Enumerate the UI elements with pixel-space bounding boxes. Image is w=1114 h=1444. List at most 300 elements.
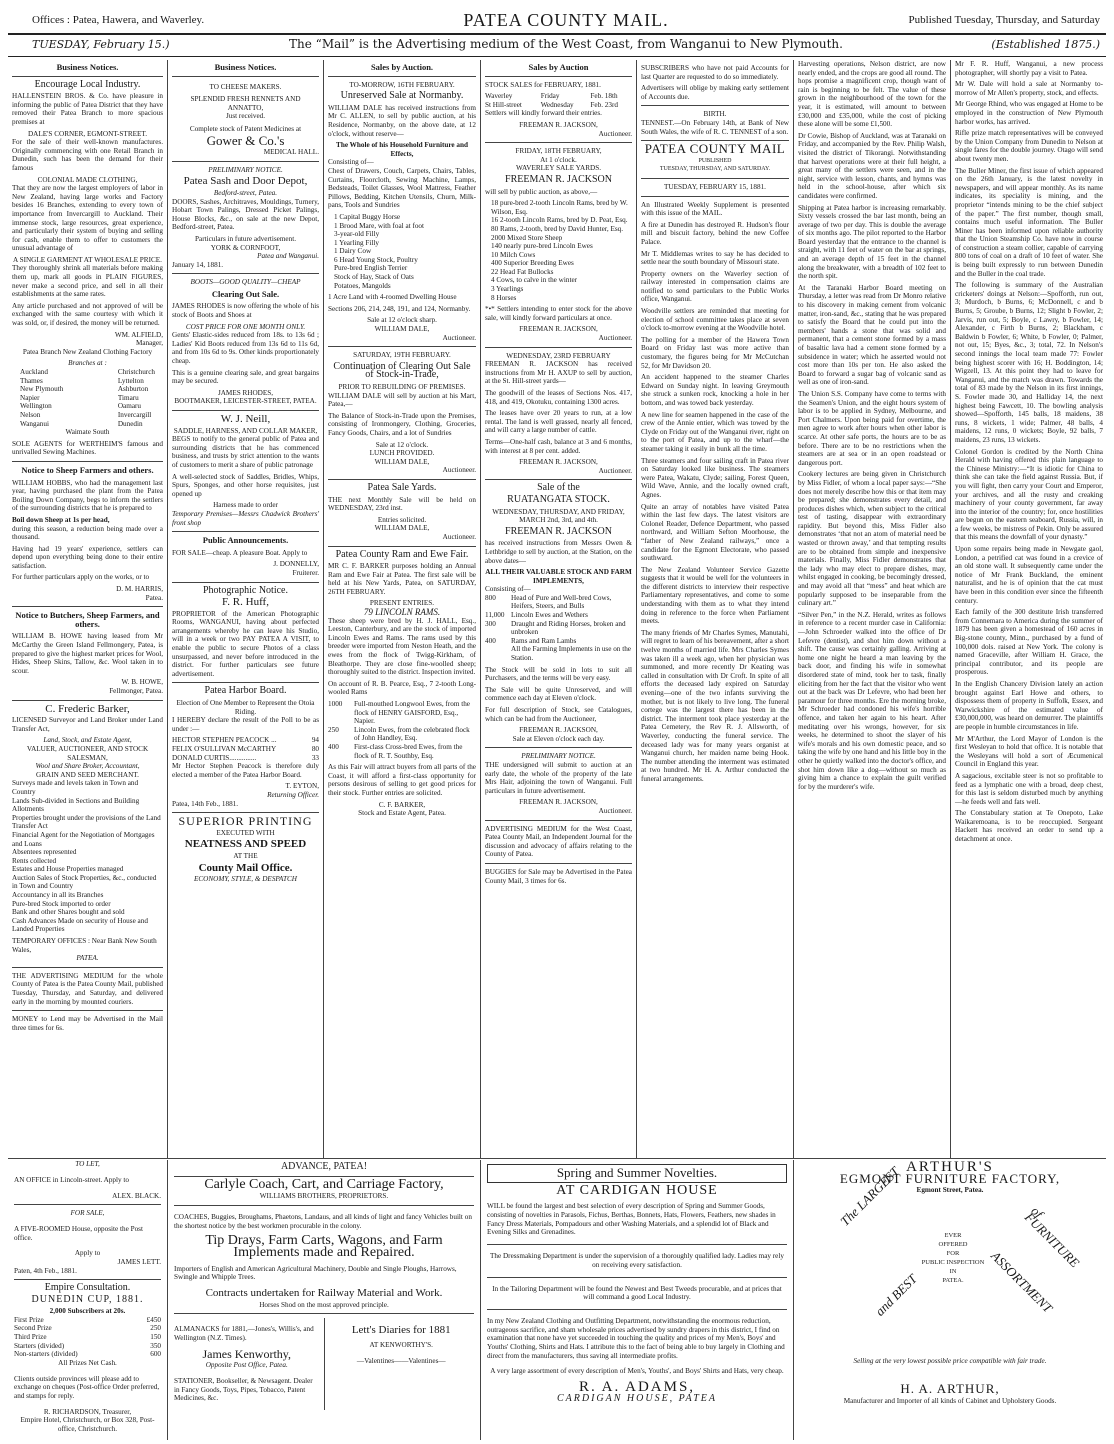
column-5: [637, 60, 793, 1158]
ad-subhead: A SINGLE GARMENT AT WHOLESALE PRICE.: [13, 255, 162, 264]
ad-text: AN OFFICE in Lincoln-street. Apply to: [14, 1175, 129, 1184]
ad-text: On account of R. B. Pearce, Esq., 7 2-tooth Long-wooled Rams: [328, 679, 476, 697]
ruat-lots-list: [485, 594, 632, 663]
ad-heading: R. A. ADAMS,: [578, 1379, 696, 1396]
ad-text: The goodwill of the leases of Sections Nos. 417, 418, and 419, Okotuku, containing 1300 acres.: [485, 389, 632, 406]
numbered-item: [485, 645, 632, 662]
ad-text: during this season, a reduction being made over a thousand.: [12, 524, 163, 542]
kenworthy-ads: [174, 1318, 474, 1410]
news-paragraph: The Union S.S. Company have come to terms with the Seamen's Union, and the eight hours system of labor is to be applied in Sydney, Melbourne, and Port Chalmers. Upon being paid for overtime, the men agree to work after hours when other labor is scarce. At other safe ports, the hours are to be as before. There are to be no restrictions when the steamers are at sea or in an open roadstead or dangerous port.: [798, 389, 946, 467]
news-paragraphs: [955, 60, 1103, 844]
ad-text: Having had 19 years' experience, settlers can depend upon everything being done to their entire satisfaction.: [12, 544, 163, 570]
ad-heading: Gower & Co.'s: [206, 132, 285, 148]
ad-subhead: VALUER, AUCTIONEER, AND STOCK SALESMAN,: [26, 744, 149, 762]
ad-text: They thoroughly shrink all materials before making them up, mark all goods in PLAIN FIGURES, never make a second price, and sell in all their establishments at the same rates.: [12, 264, 163, 299]
row-label: Starters (divided): [14, 1341, 65, 1350]
newspaper-title: PATEA COUNTY MAIL.: [463, 10, 669, 30]
service-item: Pure-bred Stock imported to order: [12, 899, 111, 908]
signature: JAMES RHODES,: [217, 388, 274, 397]
news-paragraph: Upon some repairs being made in Newgate gaol, London, a petrified cat was found in a crevice of an old stone wall. It subsequently came under the notice of Mr Frank Buckland, the eminent naturalist, and he is of opinion that the cat must have been in this condition ever since the fifteenth century.: [955, 545, 1103, 605]
ad-text: 1 Acre Land with 4-roomed Dwelling House: [328, 293, 457, 302]
branch-item: Lyttelton: [117, 376, 144, 385]
signature-title: Auctioneer.: [442, 333, 476, 342]
ad-text: has received instructions from Messrs Owen & Lethbridge to sell by auction, at the Station, on the above dates—: [485, 539, 632, 565]
ad-text: FOR SALE—cheap. A pleasure Boat. Apply to: [172, 548, 308, 557]
signature: W. B. HOWE,: [121, 678, 163, 687]
kenworthy-right: [325, 1318, 475, 1410]
row-value: 600: [150, 1350, 161, 1359]
banner-word: ASSORTMENT: [988, 1247, 1056, 1316]
section-heading: Sales by Auction.: [370, 62, 434, 72]
ad-text: The Dressmaking Department is under the supervision of a thoroughly qualified lady. Ladies may rely on receiving every satisfaction.: [490, 1252, 784, 1269]
ad-text: The Balance of Stock-in-Trade upon the Premises, consisting of Ironmongery, Clothing, Groceries, Fancy Goods, Chairs, and a lot of Sundries: [328, 411, 476, 437]
ad-text: MONEY to Lend may be Advertised in the Mail three times for 6s.: [12, 1015, 163, 1032]
branch-name: Patea Branch New Zealand Clothing Factory: [22, 347, 153, 356]
branch-item: Dunedin: [117, 419, 143, 428]
ad-subhead: —Valentines——Valentines—: [356, 1357, 446, 1366]
signature-title: Returning Officer.: [267, 790, 319, 799]
signature: FREEMAN R. JACKSON,: [519, 325, 598, 334]
ad-subhead: County Mail Office.: [198, 861, 293, 874]
news-paragraph: Dr Cowie, Bishop of Auckland, was at Taranaki on Friday, and accompanied by the Rev. Philip Walsh, visited the district of Tikorangi. Notwithstanding that harvest operations were at their full height, a great many of the settlers were seen, and in the night, service with lesson, chants, and hymns was held in the school-house, after which six candidates were confirmed.: [798, 131, 946, 200]
election-results: [172, 736, 319, 762]
ad-heading: C. Frederic Barker,: [45, 702, 130, 715]
ad-text: Complete stock of Patent Medicines at: [189, 124, 302, 133]
ad-text: Selling at the very lowest possible price compatible with fair trade.: [853, 1356, 1047, 1365]
news-paragraph: An Illustrated Weekly Supplement is presented with this issue of the MAIL.: [641, 200, 789, 218]
signature-title: Auctioneer.: [598, 129, 632, 138]
sales-table: [485, 92, 632, 109]
news-paragraph: Mr W. Dale will hold a sale at Normanby to-morrow of Mr Allen's property, stock, and effects.: [955, 80, 1103, 97]
ad-subhead: Egmont Street, Patea.: [916, 1186, 984, 1195]
branches-right: [118, 368, 155, 428]
notice-text: TENNEST.—On February 14th, at Bank of New South Wales, the wife of R. C. TENNEST of a son.: [641, 118, 789, 136]
ad-subhead: Bedford-street, Patea.: [213, 188, 278, 197]
ad-subhead: Manufacturer and Importer of all kinds of Cabinet and Upholstery Goods.: [843, 1396, 1057, 1405]
ad-text: will sell by public auction, as above,—: [485, 187, 598, 196]
table-cell: Wednesday: [540, 100, 574, 109]
ad-subhead: GRAIN AND SEED MERCHANT.: [36, 770, 139, 779]
ad-text: Consisting of—: [328, 158, 374, 167]
ad-text: Any article purchased and not approved of will be exchanged with the same courtesy with which it was sold, or, if desired, the money will be returned.: [12, 301, 163, 328]
service-item: Cash Advances Made on security of House and Landed Properties: [12, 916, 148, 934]
service-item: Accountancy in all its Branches: [12, 891, 104, 900]
news-paragraph: Property owners on the Waverley section of railway interested in compensation claims are notified to send particulars to the Public Works office, Wanganui.: [641, 269, 789, 304]
numbered-item: [485, 594, 632, 611]
news-paragraph: Mr T. Middlemas writes to say he has decided to settle near the south boundary of Missouri state.: [641, 249, 789, 267]
ad-subhead: COLONIAL MADE CLOTHING,: [37, 175, 138, 184]
signature-place: Empire Hotel, Christchurch, or Box 328, Post-office, Christchurch.: [20, 1416, 155, 1433]
ad-subhead: PRELIMINARY NOTICE.: [521, 752, 596, 761]
banner-text: EVER: [944, 1231, 962, 1239]
prize-row: [14, 1316, 161, 1325]
ad-subhead: Election of One Member to Represent the Otoia Riding.: [176, 699, 315, 716]
ad-text: As this Fair will attract buyers from all parts of the Coast, it will afford a first-class opportunity for persons desirous of selling to get good prices for their stock. Further entries are solicited.: [328, 763, 476, 797]
ad-heading: W. J. Neill,: [220, 413, 271, 425]
ad-text: Sections 206, 214, 248, 191, and 124, Normanby.: [328, 304, 471, 313]
issue-date: TUESDAY, February 15.): [32, 38, 170, 51]
ad-subhead: SPLENDID FRESH RENNETS AND ANNATTO,: [190, 95, 301, 112]
ad-date: FRIDAY, 18TH FEBRUARY,: [515, 147, 602, 156]
ad-text: Mr Hector Stephen Peacock is therefore duly elected a member of the Patea Harbor Board.: [172, 762, 319, 779]
row-value: 150: [150, 1333, 161, 1342]
ad-subhead: PRELIMINARY NOTICE.: [208, 165, 283, 174]
ad-heading: Tip Drays, Farm Carts, Wagons, and Farm: [205, 1233, 443, 1249]
item-count: 250: [328, 725, 339, 734]
bottom-rule: [8, 1158, 1106, 1159]
candidate-row: [172, 745, 319, 754]
table-cell: Waverley: [485, 92, 513, 101]
ad-text: That they are now the largest employers of labor in New Zealand, having large works and Factory besides 16 Branches, extending to every town of importance from Invercargill to Auckland. Their immense stock, large resources, great experience, and particularly their system of buying and selling for cash, enable them to offer to customers the unusual advantage of: [12, 184, 163, 253]
kenworthy-left: [174, 1318, 325, 1410]
signature-title: Auctioneer.: [442, 466, 476, 475]
ad-text: ALMANACKS for 1881,—Jones's, Willis's, and Wellington (N.Z. Times).: [174, 1325, 314, 1343]
news-paragraph: The New Zealand Volunteer Service Gazette suggests that it would be well for the volunteers in the different districts to interview their respective Parliamentary representatives, and come to some understanding with them as to what they intend doing in reference to the force when Parliament meets.: [641, 565, 789, 626]
banner-center: [920, 1211, 986, 1285]
ad-text: FREEMAN R. JACKSON has received instructions from Mr H. AXUP to sell by auction, at the St. Hill-street yards—: [485, 360, 632, 386]
column-3: [324, 60, 480, 1158]
numbered-item: [485, 620, 632, 637]
ad-subhead: At 1 o'clock.: [540, 155, 577, 164]
ad-subhead: SADDLE, HARNESS, AND COLLAR MAKER,: [173, 426, 318, 435]
bottom-col-1: [8, 1160, 167, 1440]
ad-subhead: ECONOMY, STYLE, & DESPATCH: [194, 875, 297, 884]
established: (Established 1875.): [991, 38, 1100, 51]
signature: YORK & CORNFOOT,: [210, 243, 281, 252]
table-cell: St Hill-street: [485, 100, 522, 109]
ad-text: MR C. F. BARKER purposes holding an Annual Ram and Ewe Fair at Patea. The first sale will be held at his New Yards, Patea, on SATURDAY, 26TH FEBRUARY.: [328, 562, 476, 596]
ad-subhead: BOOTS—GOOD QUALITY—CHEAP: [190, 278, 301, 287]
ad-subhead: LUNCH PROVIDED.: [369, 449, 435, 458]
ad-heading: James Kenworthy,: [202, 1346, 292, 1361]
service-item: Lands Sub-divided in Sections and Building Allotments: [12, 796, 140, 814]
stock-item: 1 Brood Mare, with foal at foot: [334, 221, 425, 230]
signature: T. EYTON,: [285, 782, 319, 791]
ad-text: STATIONER, Bookseller, & Newsagent. Dealer in Fancy Goods, Toys, Pipes, Tobacco, Patent Medicines, &c.: [174, 1377, 313, 1403]
row-label: Non-starters (divided): [14, 1350, 78, 1359]
ad-heading: SUPERIOR PRINTING: [178, 814, 313, 829]
services-list: [12, 779, 163, 934]
item-text: Rams and Ram Lambs: [511, 636, 577, 645]
ad-subhead: DALE'S CORNER, EGMONT-STREET.: [27, 129, 148, 138]
table-cell: Feb. 23rd: [590, 100, 618, 109]
service-item: Properties brought under the provisions of the Land Transfer Act: [12, 813, 161, 831]
ad-date: January 14, 1881.: [172, 260, 224, 269]
stock-item: 6 Head Young Stock, Poultry: [334, 255, 418, 264]
item-count: [485, 645, 511, 662]
ad-text: Entries solicited.: [377, 515, 427, 524]
news-paragraph: Colonel Gordon is credited by the North China Herald with having offered this plain language to the Chinese Ministry:—“It is idiotic for China to think she can take the field against Russia. But, if you will fight, then carry your Court and Emperor, your archives, and all the rusty and creaking machinery of your county government, far away into the interior of the country; for, once hostilities are begun on the eastern seaboard, Russia, will, in a few weeks, be mistress of Pekin. Only be assured that this means the downfall of your dynasty.”: [955, 447, 1103, 542]
service-item: Estates and House Properties managed: [12, 865, 124, 874]
news-paragraph: Cookery lectures are being given in Christchurch by Miss Fidler, of whom a local paper says:—“She does not merely describe how this or that item may be prepared; she demonstrates every detail, and produces dishes which, when subject to the critical test of tasting, disappear with extraordinary rapidity. But beyond this, Miss Fidler also demonstrates ‘that not an atom of material need be wasted or thrown away,’ and that tempting results are to be obtained from simple and inexpensive materials. Finally, Miss Fidler demonstrates that the lady who may elect to prepare dishes, may, whilst engaged in cooking, be becomingly dressed, and may avoid all that “mess” and heat which are popularly supposed to be inseparable from the culinary art.”: [798, 470, 946, 608]
lot-item: 2000 Mixed Store Sheep: [491, 233, 563, 242]
ad-text: Consisting of—: [485, 585, 531, 594]
published-days: Published Tuesday, Thursday, and Saturday: [908, 14, 1100, 26]
ad-text: JAMES RHODES is now offering the whole of his stock of Boots and Shoes at: [172, 302, 319, 320]
motto: The “Mail” is the Advertising medium of the West Coast, from Wanganui to New Plymouth.: [289, 37, 843, 51]
ad-subhead: The Whole of his Household Furniture and Effects,: [336, 141, 468, 158]
ad-text: Apply to: [74, 1249, 101, 1258]
ad-text: WILLIAM B. HOWE having leased from Mr McCarthy the Green Island Fellmongery, Patea, is prepared to give the highest market prices for Wool, Hides, Sheep Skins, Tallow, &c. Wool taken in to scour.: [12, 632, 163, 675]
notice-heading: BIRTH.: [703, 110, 727, 119]
stock-list: [328, 213, 476, 290]
ad-subhead: AT KENWORTHY'S.: [369, 1340, 433, 1349]
ad-text: Sale at 12 o'clock.: [375, 440, 429, 449]
ad-text: I HEREBY declare the result of the Poll to be as under :—: [172, 716, 319, 733]
ad-heading: Unreserved Sale at Normanby.: [340, 90, 464, 102]
editorial-masthead: PATEA COUNTY MAIL: [644, 141, 786, 157]
ad-text: THE ADVERTISING MEDIUM for the whole County of Patea is the Patea County Mail, published Tuesday, Thursday, and Saturday, and delivered early in the morning by mounted couriers.: [12, 971, 163, 1006]
ad-text: This is a genuine clearing sale, and great bargains may be secured.: [172, 368, 319, 386]
ad-heading: Carlyle Coach, Cart, and Carriage Factory,: [204, 1176, 444, 1192]
masthead-rule: [8, 33, 1106, 35]
signature-title: Auctioneer.: [442, 532, 476, 541]
news-paragraph: The polling for a member of the Hawera Town Board on Friday last was more active than customary, the figures being for Mr McCutchan 52, for Mr Davidson 20.: [641, 335, 789, 370]
stock-item: 3-year-old Filly: [334, 230, 380, 239]
ad-text: PROPRIETOR of the American Photographic Rooms, WANGANUI, having about perfected arrangements whereby he can leave his Studio, will in a week or two PAY PATEA A VISIT, to enable the public to secure Photos of a class unsurpassed, and never before introduced in the district. For further particulars see future advertisement.: [172, 609, 319, 678]
ad-text: In the Tailoring Department will be found the Newest and Best Tweeds procurable, and at prices that will command a good Local Industry.: [492, 1284, 782, 1302]
signature: WILLIAM DALE,: [374, 524, 430, 533]
column-7: [951, 60, 1107, 1158]
ad-text: WILLIAM DALE has received instructions from Mr C. ALLEN, to sell by public auction, at his Residence, Normanby, on the above date, at 12 o'clock, without reserve—: [328, 103, 476, 138]
row-label: Third Prize: [14, 1333, 47, 1342]
signature-place: PATEA.: [76, 954, 99, 963]
lots-list: [485, 199, 632, 302]
bottom-col-2: [168, 1160, 480, 1440]
ad-text: Sale at 12 o'clock sharp.: [367, 316, 437, 325]
ad-text: The Sale will be quite Unreserved, and will commence each day at Eleven o'clock.: [485, 685, 632, 703]
ad-heading: ARTHUR'S: [906, 1160, 994, 1175]
lot-item: 3 Yearlings: [491, 285, 524, 294]
ad-text: Clients outside provinces will please add to exchange on cheques (Post-office Order preferred, and stamps for reply.: [14, 1374, 160, 1400]
news-paragraph: At the Taranaki Harbor Board meeting on Thursday, a letter was read from Dr Monro relative to his discovery in making cement from volcanic matter, iron-sand, &c., stating that he was prepared to satisfy the Board that he could put into the members' hands a stone that was solid and permanent, that a cement stone formed by a mass of basaltic lava had a cement stone formed by a subsidence in water; which he asserted would not cost more than 10s per ton. He also asked the Board to forward a sugar bag of volcanic sand as well as one of iron-sand.: [798, 283, 946, 387]
signature-title: Fruiterer.: [292, 568, 319, 577]
branch-item: Ashburton: [117, 385, 149, 394]
item-text: All the Farming Implements in use on the Station.: [511, 645, 631, 663]
service-item: Rents collected: [12, 856, 57, 865]
ad-text: A FIVE-ROOMED House, opposite the Post office.: [14, 1224, 143, 1242]
ad-subhead: AT THE: [233, 851, 258, 860]
item-count: 400: [328, 742, 339, 751]
ad-heading: Notice to Sheep Farmers and others.: [21, 464, 154, 475]
signature-title: Auctioneer.: [598, 334, 632, 343]
news-paragraphs: [798, 60, 946, 791]
branch-item: Timaru: [117, 393, 139, 402]
news-paragraph: In the English Chancery Division lately an action brought against Earl Howe and others, to dispossess them of property in Suffolk, Essex, and Warwickshire of the estimated value of £30,000,000, was heard on demurrer. The plaintiffs are people in humble circumstances in life.: [955, 679, 1103, 731]
ad-heading: Notice to Butchers, Sheep Farmers, and others.: [15, 610, 160, 629]
ad-text: A very large assortment of every description of Men's, Youths', and Boys' Shirts and Hats, very cheap.: [490, 1367, 784, 1376]
ad-subhead: PRESENT ENTRIES.: [369, 599, 435, 608]
ad-text: All Prizes Net Cash.: [58, 1358, 117, 1367]
branch-item: Thames: [20, 376, 43, 385]
item-text: Draught and Riding Horses, broken and unbroken: [511, 619, 626, 637]
ad-text: In my New Zealand Clothing and Outfitting Department, notwithstanding the enormous reduction, outrageous sacrifice, and sham wholesale prices advertised by sundry drapers in this district, I find on examination that none have yet succeeded in touching the quality and prices of my Men's, Boys' and Youths' Clothing, Shirts and Hats. I attribute this to the fact of being able to buy largely in Clothing and direct from the manufacturers, thus saving all intermediate profits.: [487, 1317, 785, 1360]
signature: FREEMAN R. JACKSON,: [519, 798, 598, 807]
ad-subhead: EXECUTED WITH: [216, 828, 275, 837]
ad-text: WILLIAM DALE will sell by auction at his Mart, Patea,—: [328, 391, 476, 409]
ad-heading: ADVANCE, PATEA!: [280, 1161, 368, 1172]
notice-text: Advertisers will oblige by making early settlement of Accounts due.: [641, 84, 789, 101]
table-cell: Friday: [540, 92, 560, 101]
ewes-list: [328, 700, 476, 760]
ad-text: For full description of Stock, see Catalogues, which can be had from the Auctioneer,: [485, 706, 632, 723]
news-paragraph: The many friends of Mr Charles Symes, Manutahi, will regret to learn of his bereavement, after a short twelve months of married life. Mrs Charles Symes was taken ill a week ago, when her physician was summoned, and more recently Dr Keating was called in consultation with Dr Croft. In spite of all efforts the deceased lady expired on Saturday evening—one of the two infants surviving the mother, but is not likely to live long. The funeral cortege was the largest there has been in the district. The interment took place yesterday at the Patea Cemetery, the Rev R. J. Allsworth, of Waverley, conducting the funeral service. The deceased lady was for many years organist at Wanganui church, her maiden name being Hook. The number attending the interment was estimated at two hundred. Mr H. A. Arthur conducted the funeral arrangements.: [641, 628, 789, 783]
bottom-col-3: [481, 1160, 793, 1440]
signature-place: Patea.: [145, 593, 163, 602]
row-label: Second Prize: [14, 1324, 52, 1333]
news-paragraph: Shipping at Patea harbor is increasing remarkably. Sixty vessels crossed the bar last month, being an average of two per day. This is double the average of six months ago. The pilot reported to the Harbor Board yesterday that the entrance to the channel is straight, with 11 feet of water on the bar at springs, and an average depth of 15 feet in the channel along the breakwater, with a breadth of 102 feet to the north spit.: [798, 203, 946, 281]
stock-item: 1 Capital Buggy Horse: [334, 212, 401, 221]
item-text: Lincoln Ewes and Wethers: [511, 611, 588, 620]
banner-text: OFFERED: [938, 1240, 968, 1248]
ad-text: STOCK SALES for FEBRUARY, 1881.: [485, 80, 601, 89]
ad-text: Just received.: [225, 112, 266, 121]
numbered-item: [328, 743, 476, 760]
service-item: Financial Agent for the Negotiation of Mortgages and Loans: [12, 830, 155, 848]
column-4: [481, 60, 636, 1158]
lot-item: 140 nearly pure-bred Lincoln Ewes: [491, 242, 593, 251]
ad-text: Harness made to order: [213, 501, 278, 510]
bottom-col-4: [794, 1160, 1106, 1440]
ad-text: THE next Monthly Sale will be held on WEDNESDAY, 23rd inst.: [328, 495, 476, 513]
ad-heading: F. R. Huff,: [222, 596, 269, 609]
signature-place: Patea and Wanganui.: [257, 252, 319, 261]
ad-heading: RUATANGATA STOCK.: [507, 493, 610, 505]
news-paragraph: Harvesting operations, Nelson district, are now nearly ended, and the crops are good all round. The hops promise a magnificent crop, though want of rain is beginning to be felt. The value of these grown in the neighbourhood of the town for the year, it is estimated, will amount to between £30,000 and £35,000, while the cost of picking these alone will be some £1,500.: [798, 60, 946, 129]
ad-heading: Patea Sash and Door Depot,: [183, 175, 308, 188]
branch-item: Wellington: [20, 402, 52, 411]
news-paragraph: Mr George Rhind, who was engaged at Home to be employed in the construction of New Plymouth harbor works, has arrived.: [955, 100, 1103, 126]
service-item: Absentees represented: [12, 848, 77, 857]
ad-heading: H. A. ARTHUR,: [900, 1381, 1000, 1397]
section-heading: Business Notices.: [56, 62, 119, 72]
banner-text: IN: [949, 1267, 957, 1275]
ad-text: HALLENSTEIN BROS. & Co. have pleasure in informing the public of Patea District that they have removed their Patea Branch to more spacious premises at: [12, 92, 163, 126]
item-count: 800: [485, 593, 496, 602]
ad-text: BEGS to notify to the general public of Patea and surrounding districts that he has commenced business, and trusts by strict attention to the wants of customers to merit a share of public patronage: [172, 435, 319, 469]
ad-text: Settlers will kindly forward their entries.: [485, 109, 602, 118]
news-paragraph: The following is summary of the Australian cricketers' doings at Nelson:—Spofforth, run out, 3; Murdoch, b Burns, 6; McDonnell, c and b Burns, 5; Groube, b Burns, 12; Slight b Fowler, 2; Jarvis, run out, 5; Boyle, c Lawry, b Fowler, 14; Alexander, c Firth b Burns, 2; Blackham, c Baldwin b Fowler, 6; White, b Fowler, 0; Palmer, not out, 15; Byes, &c., 3; total, 72. In Nelson's second innings the local team made 77: Fowler being highest scorer with 16; H. Boddington, 14; Wigzell, 13. At this point they had to leave for Wanganui, and the match was drawn. Towards the total of 83 made by the Nelson in its first innings, S. Fowler made 30, and Halliday 14, the next highest being Fawcett, 10. The bowling analysis showed—Spofforth, 145 balls, 18 maidens, 38 runs, 8 wickets, 1 wide; Palmer, 48 balls, 4 maidens, 12 runs, 0 wickets; Boyle, 92 balls, 7 maidens, 23 runs, 13 wickets.: [955, 281, 1103, 444]
ad-heading: AT CARDIGAN HOUSE: [556, 1182, 718, 1198]
branches-heading: Branches at :: [68, 359, 107, 368]
ad-subhead: COST PRICE FOR ONE MONTH ONLY.: [185, 322, 306, 331]
ad-heading: Clearing Out Sale.: [211, 288, 280, 299]
numbered-item: [485, 611, 632, 620]
ad-text: WILLIAM HOBBS, who had the management last year, having purchased the plant from the Patea Boiling Down Company, begs to inform the settlers of the surrounding districts that he is prepared to: [12, 478, 163, 513]
ad-heading: FREEMAN R. JACKSON: [505, 525, 612, 537]
news-paragraphs: [641, 201, 789, 784]
notice-text: SUBSCRIBERS who have not paid Accounts for last Quarter are requested to do so immediately.: [641, 64, 789, 81]
ad-text: LICENSED Surveyor and Land Broker under Land Transfer Act,: [12, 716, 163, 733]
ad-heading: FREEMAN R. JACKSON: [505, 173, 612, 185]
lot-item: 4 Cows, to calve in the winter: [491, 276, 578, 285]
prize-list: [14, 1316, 161, 1359]
editorial-sub: PUBLISHED: [698, 157, 732, 164]
ad-text: WILL be found the largest and best selection of every description of Spring and Summer Goods, consisting of novelties in Parasols, Fichus, Berthas, Bonnets, Hats, Flowers, Feathers, new shades in Fancy Dress Materials, Pompadours and other Washing Materials, and a splendid lot of Black and Evening Silks and Grenadines.: [487, 1202, 776, 1237]
news-paragraph: Mr F. R. Huff, Wanganui, a new process photographer, will shortly pay a visit to Patea.: [955, 60, 1103, 77]
news-paragraph: “Silver Pen,” in the N.Z. Herald, writes as follows in reference to a recent murder case in California:—John Schroeder walked into the office of Dr Lefevre (dentist), and shot him down without a shift. The cause was certainly galling. Arriving at home one night he heard a man leaving by the back door, and finding his wife in somewhat disordered state of mind, took her to task, finally eliciting from her the fact that the visitor who went out at the back was Dr Lefevre, who had been her paramour for three months. Ere the morning broke, Mr Schroeder had condoned his wife's horrible offence, and taken her again to his heart. After meditating over his wrongs, however, for six weeks, he determined to shoot the slayer of his wife's morals and his own domestic peace, and so taking the wife by one hand and his little boy in the other he quietly walked into the doctor's office, and shot him down like a dog—without so much as giving him a chance to explain the guilt verified for by the murderer's wife.: [798, 610, 946, 791]
ad-heading: Encourage Local Industry.: [34, 78, 141, 90]
news-paragraph: An accident happened to the steamer Charles Edward on Sunday night. In leaving Greymouth she struck a sunken rock, knocking a hole in her bottom, and was towed back yesterday.: [641, 373, 789, 407]
row-label: DONALD CURTIS...............: [172, 753, 257, 762]
ad-date: WEDNESDAY, 23RD FEBRUARY: [506, 351, 611, 360]
ad-heading: Sale of the: [537, 482, 580, 494]
item-count: 11,000: [485, 611, 505, 620]
ad-date: TO-MORROW, 16TH FEBRUARY.: [349, 80, 455, 89]
signature-title: Auctioneer.: [598, 466, 632, 475]
stock-item: Pure-bred English Terrier: [334, 264, 408, 273]
ad-heading: Patea Harbor Board.: [204, 685, 287, 697]
lot-item: 16 2-tooth Lincoln Rams, bred by D. Peat, Esq.: [491, 216, 628, 225]
news-paragraph: Mr M'Arthur, the Lord Mayor of London is the first Wesleyan to hold that office. It is notable that the Wesleyans will hold a sort of Æcumenical Council in England this year.: [955, 734, 1103, 769]
service-item: Surveys made and levels taken in Town and Country: [12, 779, 139, 796]
ad-heading: Patea Sale Yards.: [367, 481, 437, 493]
ad-text: SOLE AGENTS for WERTHEIM'S famous and unrivalled Sewing Machines.: [12, 439, 163, 457]
branch-item: Napier: [20, 393, 40, 402]
ad-heading: Empire Consultation.: [44, 1282, 131, 1294]
ad-heading: WAVERLEY SALE YARDS.: [516, 164, 601, 173]
ad-date: WEDNESDAY, THURSDAY, AND FRIDAY,: [492, 507, 625, 516]
row-value: 80: [311, 745, 319, 753]
signature-title: Manager,: [135, 339, 163, 348]
ad-subhead: WILLIAMS BROTHERS, PROPRIETORS.: [259, 1192, 389, 1201]
row-value: 94: [311, 736, 319, 745]
lot-item: 400 Superior Breeding Ewes: [491, 259, 574, 268]
ad-text: COACHES, Buggies, Broughams, Phaetons, Landaus, and all kinds of light and fancy Vehicles built on the shortest notice by the best workmen procurable in the colony.: [174, 1212, 472, 1230]
ad-heading: Spring and Summer Novelties.: [487, 1164, 787, 1183]
signature: J. DONNELLY,: [273, 560, 319, 569]
signature: ALEX. BLACK.: [112, 1191, 161, 1200]
ad-date: MARCH 2nd, 3rd, and 4th.: [519, 516, 598, 525]
stock-item: Stock of Hay, Stack of Oats: [334, 273, 414, 282]
signature-title: Fellmonger, Patea.: [109, 687, 163, 695]
column-1: [8, 60, 167, 1158]
numbered-item: [485, 637, 632, 646]
banner-word: The LARGEST: [837, 1163, 903, 1229]
ad-subhead: Land, Stock, and Estate Agent,: [43, 736, 132, 745]
ad-subhead: PRIOR TO REBUILDING OF PREMISES.: [338, 383, 466, 391]
lot-item: 8 Horses: [491, 293, 517, 302]
lot-item: 80 Rams, 2-tooth, bred by David Hunter, Esq.: [491, 224, 624, 233]
item-count: 1000: [328, 700, 343, 708]
row-value: 33: [311, 753, 319, 762]
section-heading: Business Notices.: [214, 62, 277, 72]
ad-heading: EGMONT FURNITURE FACTORY,: [839, 1170, 1061, 1186]
signature: WILLIAM DALE,: [374, 457, 430, 466]
ad-date: Patea, 14th Feb., 1881.: [172, 799, 239, 808]
row-value: £450: [146, 1315, 161, 1324]
signature: C. F. BARKER,: [378, 800, 426, 809]
lot-item: 22 Head Fat Bullocks: [491, 267, 554, 276]
ad-subhead: Wool and Share Broker, Accountant,: [35, 762, 140, 771]
prize-row: [14, 1350, 161, 1359]
offices-line: Offices : Patea, Hawera, and Waverley.: [32, 14, 205, 26]
branch-item: Oamaru: [117, 402, 142, 411]
signature-title: Auctioneer.: [598, 806, 632, 815]
banner-word: of FURNITURE: [1022, 1202, 1083, 1270]
news-paragraph: A sagacious, excitable steer is not so profitable to feed as a lymphatic one with a broad, deep chest, for this last is seldom disturbed much by anything—he feeds well and fats well.: [955, 771, 1103, 806]
column-6: [794, 60, 950, 1158]
section-heading: Public Announcements.: [202, 535, 289, 546]
ad-heading: DUNEDIN CUP, 1881.: [31, 1293, 144, 1305]
ad-text: Sale at Eleven o'clock each day.: [512, 734, 605, 743]
ad-subhead: CARDIGAN HOUSE, PATEA: [556, 1392, 718, 1404]
news-paragraph: The Buller Miner, the first issue of which appeared on the 26th January, is the latest novelty in newspapers, and will appear monthly. As its name indicates, its speciality is mining, and the proprietor “intends mining to be the chief subject of the paper.” The first number, though small, contains much useful information. The Buller Miner has been informed upon reliable authority that the Union Steamship Co. have now in course of construction a steam collier, capable of carrying 800 tons of coal on a draft of 10 feet of water. She is being built expressly to run between Dunedin and the Buller in the coal trade.: [955, 166, 1103, 278]
ad-heading: Contracts undertaken for Railway Material and Work.: [205, 1287, 443, 1300]
signature: FREEMAN R. JACKSON,: [519, 120, 598, 129]
lot-item: 18 pure-bred 2-tooth Lincoln Rams, bred by W. Wilson, Esq.: [491, 199, 628, 216]
ad-subhead: Opposite Post Office, Patea.: [205, 1361, 288, 1370]
